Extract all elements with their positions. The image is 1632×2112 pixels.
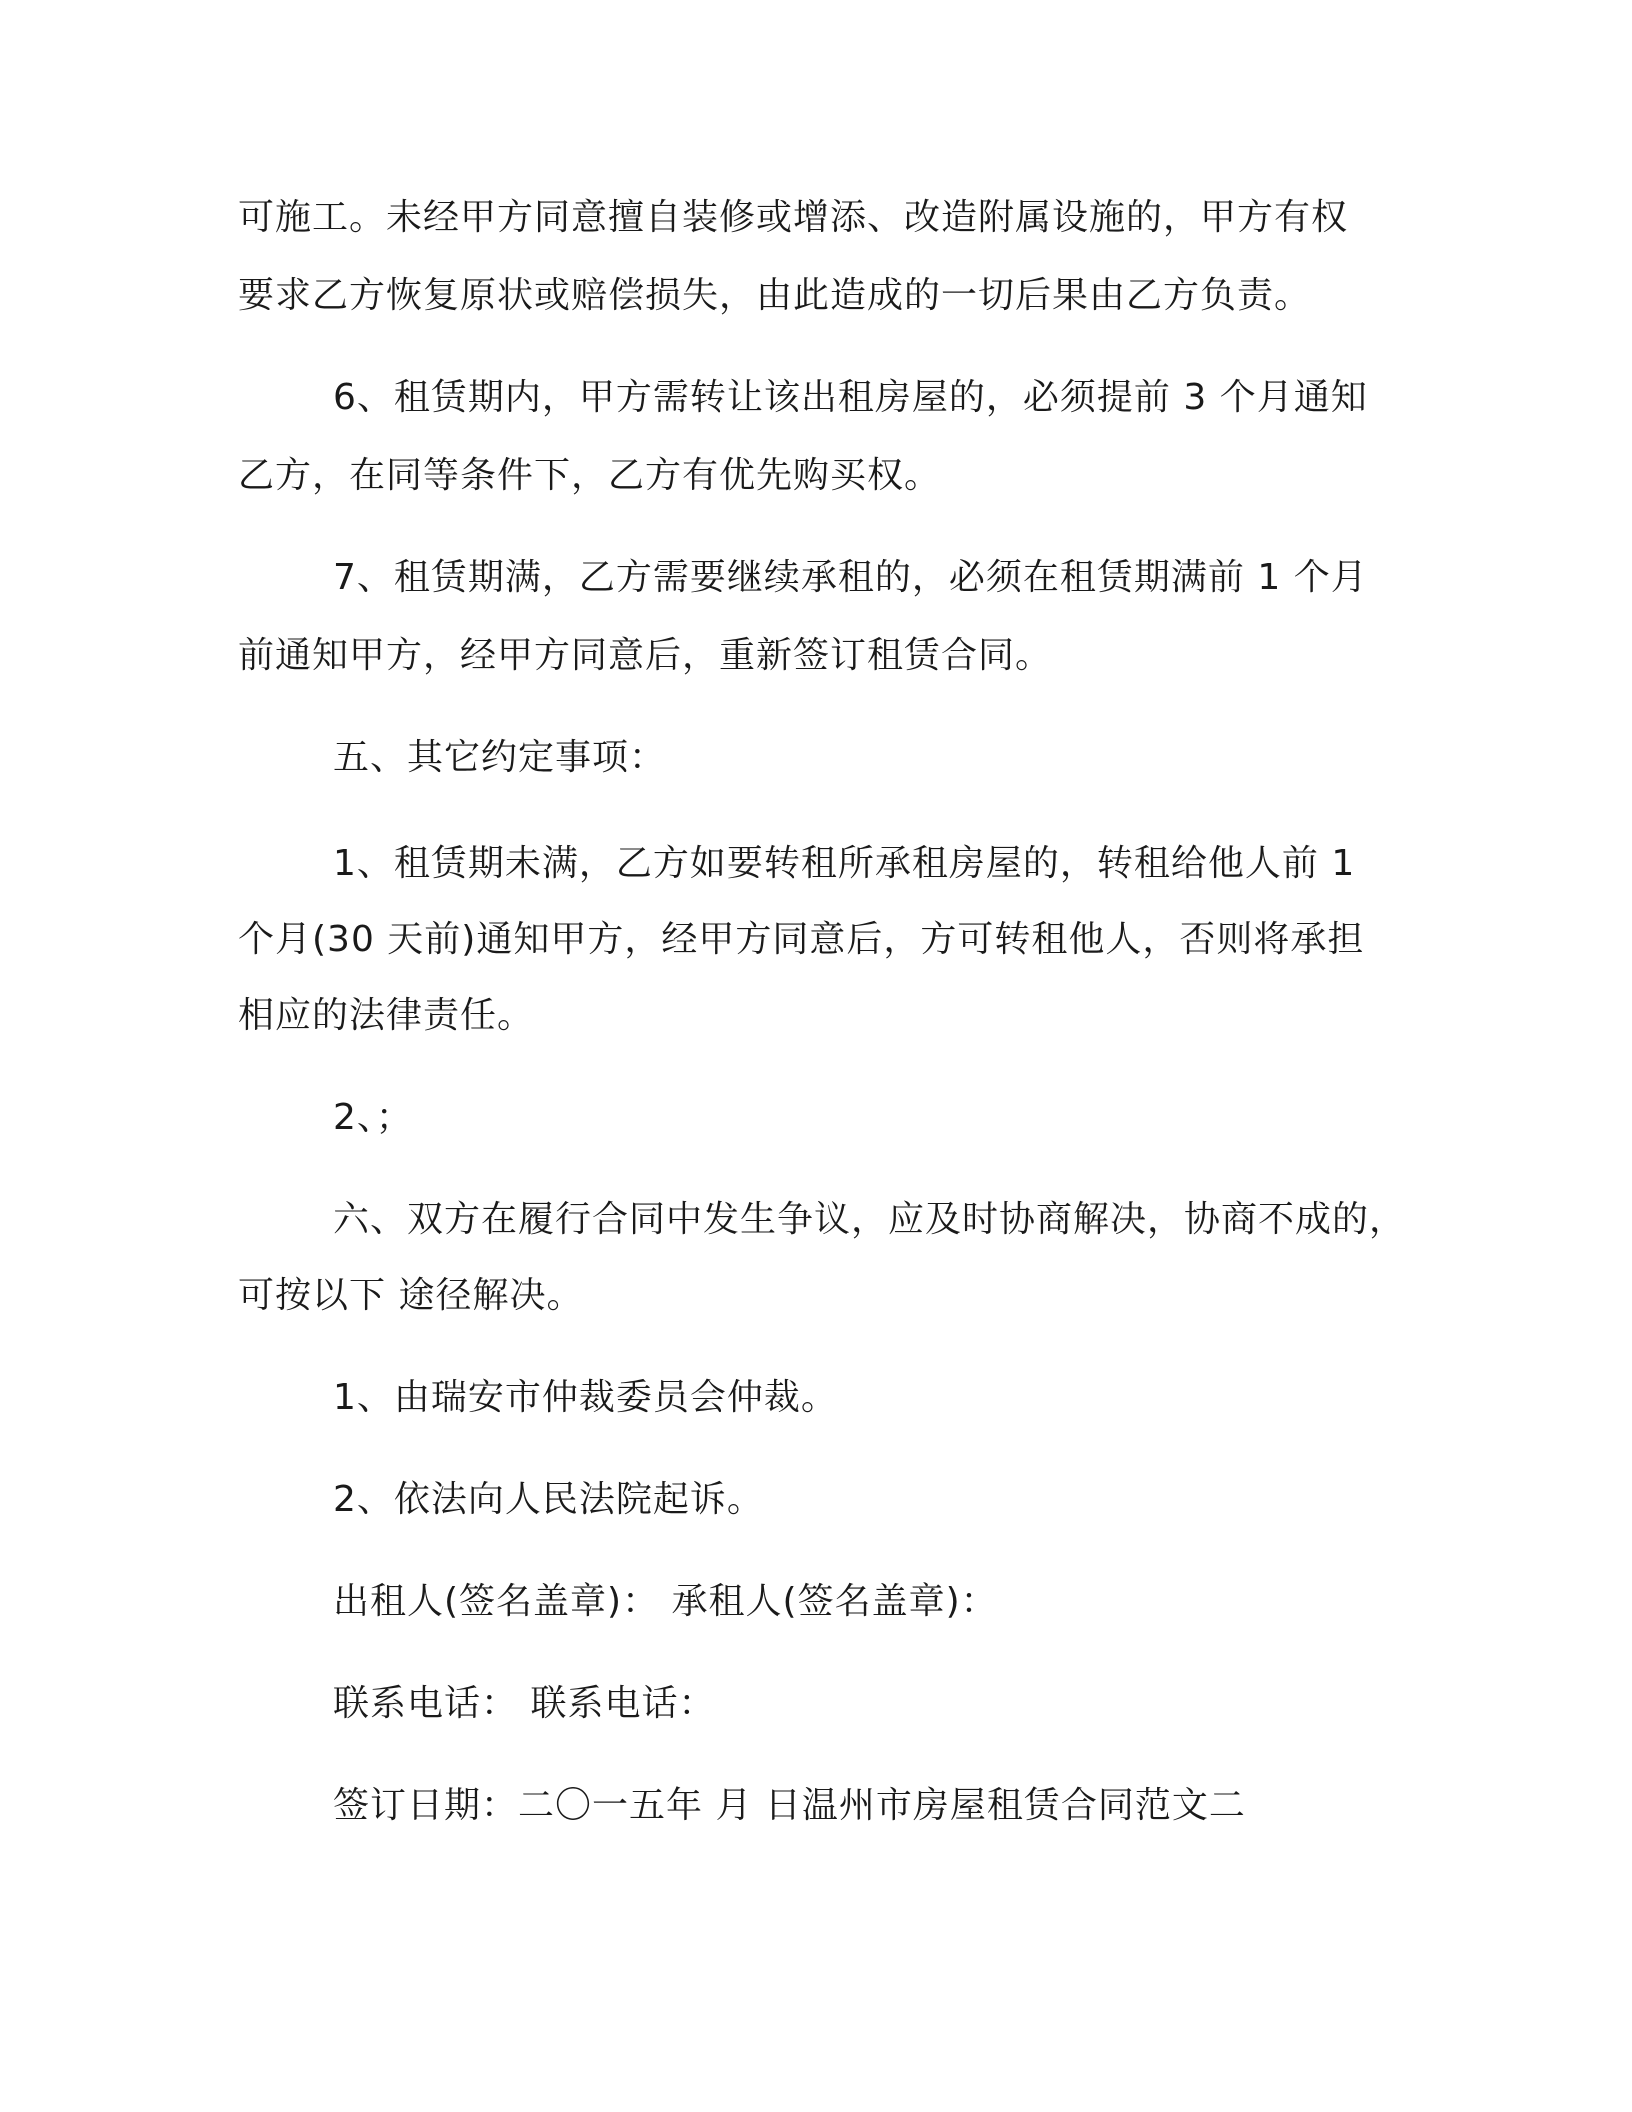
text-line: 6、租赁期内，甲方需转让该出租房屋的，必须提前 3 个月通知 <box>333 377 1368 418</box>
text-line: 7、租赁期满，乙方需要继续承租的，必须在租赁期满前 1 个月 <box>333 557 1368 598</box>
text-line: 乙方，在同等条件下，乙方有优先购买权。 <box>238 455 942 496</box>
text-line: 2、； <box>333 1097 413 1138</box>
text-line: 2、依法向人民法院起诉。 <box>333 1479 764 1520</box>
section-heading: 六、双方在履行合同中发生争议，应及时协商解决，协商不成的， <box>333 1199 1407 1240</box>
text-line: 要求乙方恢复原状或赔偿损失，由此造成的一切后果由乙方负责。 <box>238 275 1312 316</box>
date-line: 签订日期：二〇一五年 月 日温州市房屋租赁合同范文二 <box>333 1785 1246 1826</box>
text-line: 个月(30 天前)通知甲方，经甲方同意后，方可转租他人，否则将承担 <box>238 919 1365 960</box>
section-heading: 五、其它约定事项： <box>333 737 667 778</box>
text-line: 前通知甲方，经甲方同意后，重新签订租赁合同。 <box>238 635 1053 676</box>
text-line: 1、由瑞安市仲裁委员会仲裁。 <box>333 1377 838 1418</box>
text-line: 可按以下 途径解决。 <box>238 1275 584 1316</box>
text-line: 相应的法律责任。 <box>238 995 535 1036</box>
signature-line: 出租人(签名盖章)： 承租人(签名盖章)： <box>333 1581 998 1622</box>
contact-line: 联系电话： 联系电话： <box>333 1683 716 1724</box>
text-line: 1、租赁期未满，乙方如要转租所承租房屋的，转租给他人前 1 <box>333 843 1356 884</box>
text-line: 可施工。未经甲方同意擅自装修或增添、改造附属设施的，甲方有权 <box>238 197 1349 238</box>
